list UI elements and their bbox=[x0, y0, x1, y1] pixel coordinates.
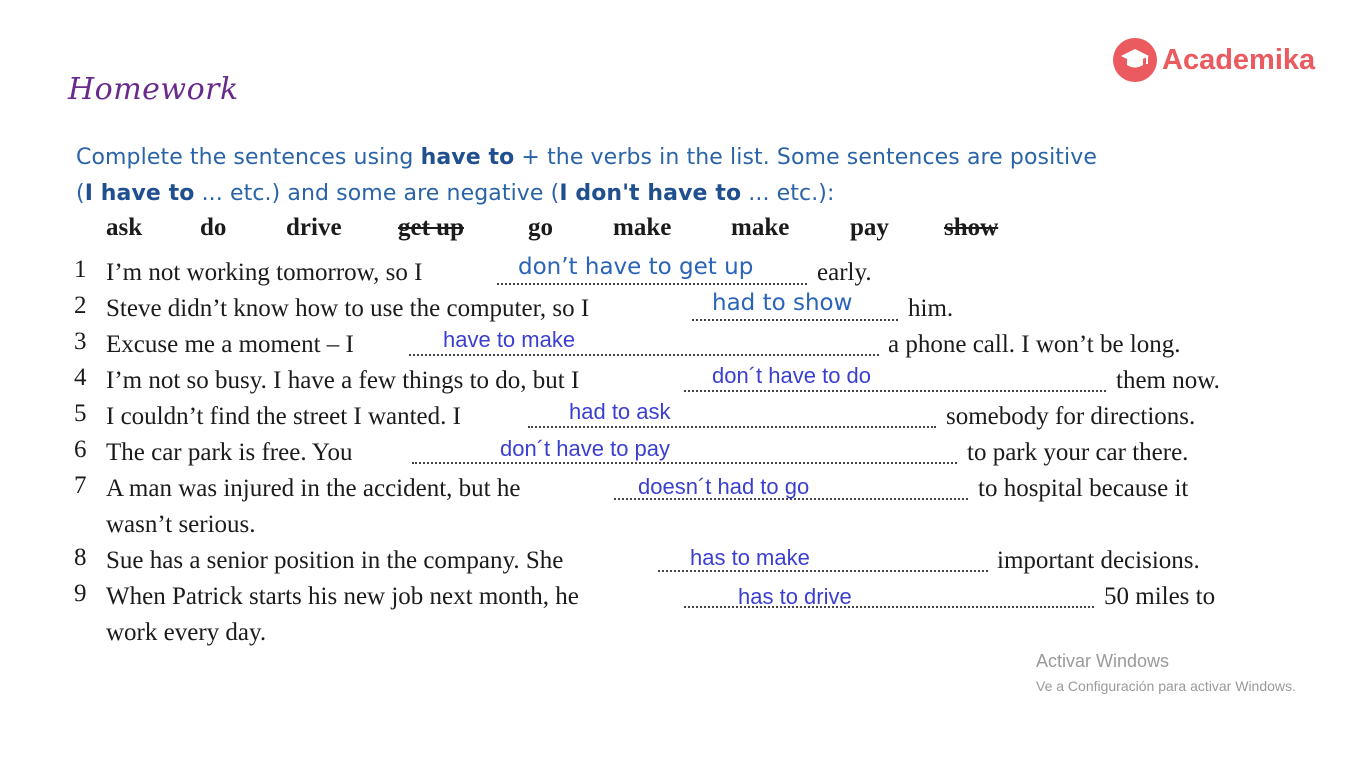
verb-item: make bbox=[731, 214, 790, 241]
answer-blank bbox=[412, 462, 957, 464]
sentence-number: 5 bbox=[74, 400, 87, 427]
sentence-text-after: early. bbox=[817, 259, 872, 286]
verb-list bbox=[106, 214, 1106, 248]
brand-name: Academika bbox=[1162, 43, 1316, 76]
sentence-text-after: him. bbox=[908, 295, 954, 322]
activation-subtitle: Ve a Configuración para activar Windows. bbox=[1036, 678, 1296, 694]
sentence-continuation: work every day. bbox=[106, 619, 267, 646]
verb-item: go bbox=[528, 214, 553, 241]
sentence-text-before: I’m not working tomorrow, so I bbox=[106, 259, 423, 286]
sentence-text-after: important decisions. bbox=[997, 547, 1200, 574]
answer-typed: have to make bbox=[443, 327, 576, 352]
sentence-number: 2 bbox=[74, 292, 87, 319]
sentence-text-after: somebody for directions. bbox=[946, 403, 1196, 430]
answer-typed: has to make bbox=[690, 545, 810, 570]
sentence-text-before: I couldn’t find the street I wanted. I bbox=[106, 403, 461, 430]
verb-item-struck: show bbox=[944, 214, 999, 241]
answer-blank bbox=[692, 319, 898, 321]
sentence-text-before: When Patrick starts his new job next month, he bbox=[106, 583, 579, 610]
sentence-text-after: 50 miles to bbox=[1104, 583, 1216, 610]
sentence-number: 3 bbox=[74, 328, 87, 355]
verb-item: make bbox=[613, 214, 672, 241]
answer-blank bbox=[528, 426, 936, 428]
sentence-number: 7 bbox=[74, 472, 87, 499]
windows-activation-watermark bbox=[1036, 651, 1296, 694]
sentence-text-after: to hospital because it bbox=[978, 475, 1189, 502]
verb-item: drive bbox=[286, 214, 342, 241]
answer-typed: had to ask bbox=[569, 399, 671, 424]
verb-item-struck: get up bbox=[398, 214, 464, 241]
sentence-text-before: Excuse me a moment – I bbox=[106, 331, 354, 358]
sentence-number: 9 bbox=[74, 580, 87, 607]
answer-typed: don´t have to pay bbox=[500, 436, 671, 461]
sentence-text-before: A man was injured in the accident, but he bbox=[106, 475, 521, 502]
exercise-instructions: Complete the sentences using have to + the verbs in the list. Some sentences are positive (I have to ... etc.) and some are negative (I don't have to ... etc.): bbox=[76, 145, 1098, 206]
verb-item: pay bbox=[850, 214, 889, 241]
graduation-cap-icon bbox=[1113, 38, 1157, 82]
sentence-continuation: wasn’t serious. bbox=[106, 511, 256, 538]
sentence-number: 6 bbox=[74, 436, 87, 463]
answer-typed: doesn´t had to go bbox=[638, 474, 810, 499]
sentence-number: 1 bbox=[74, 256, 87, 283]
answer-blank bbox=[497, 283, 807, 285]
sentence-text-before: The car park is free. You bbox=[106, 439, 353, 466]
answer-handwritten: don’t have to get up bbox=[518, 254, 754, 280]
answer-blank bbox=[409, 354, 879, 356]
sentence-text-before: I’m not so busy. I have a few things to do, but I bbox=[106, 367, 580, 394]
homework-heading: Homework bbox=[68, 72, 239, 107]
answer-blank bbox=[684, 390, 1106, 392]
activation-title: Activar Windows bbox=[1036, 651, 1170, 671]
answer-typed: has to drive bbox=[738, 584, 852, 609]
verb-item: do bbox=[200, 214, 227, 241]
sentence-text-after: them now. bbox=[1116, 367, 1220, 394]
verb-item: ask bbox=[106, 214, 143, 241]
sentence-text-before: Steve didn’t know how to use the computer, so I bbox=[106, 295, 590, 322]
answer-typed: don´t have to do bbox=[712, 363, 872, 388]
sentence-text-before: Sue has a senior position in the company. She bbox=[106, 547, 564, 574]
sentence-text-after: a phone call. I won’t be long. bbox=[888, 331, 1181, 358]
answer-handwritten: had to show bbox=[712, 290, 853, 316]
academika-logo bbox=[1113, 37, 1315, 83]
sentence-text-after: to park your car there. bbox=[967, 439, 1189, 466]
sentence-number: 8 bbox=[74, 544, 87, 571]
sentence-number: 4 bbox=[74, 364, 87, 391]
